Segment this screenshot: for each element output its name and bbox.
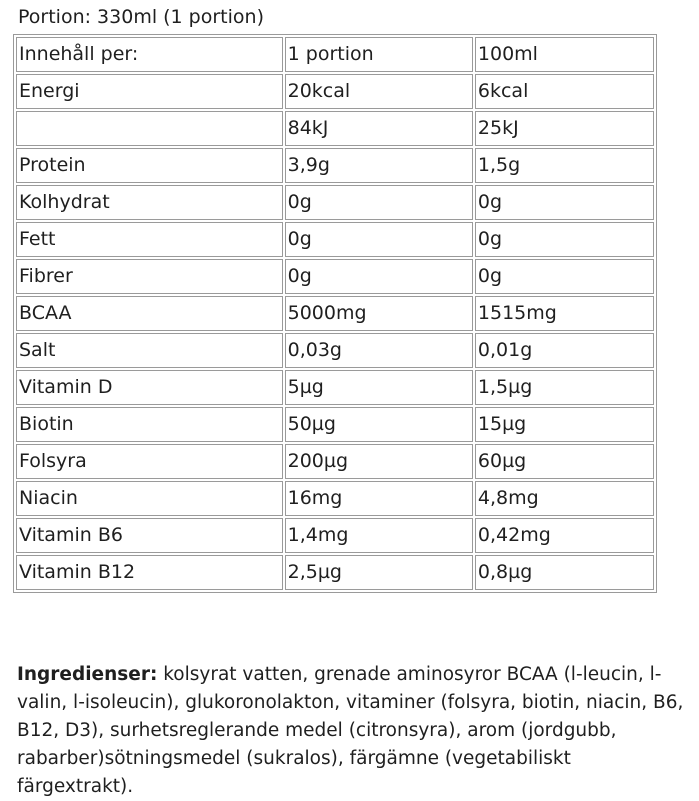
nutrient-name: [16, 111, 283, 146]
nutrient-name: Folsyra: [16, 444, 283, 479]
nutrition-table: [13, 34, 657, 593]
table-row: [16, 185, 654, 220]
table-row: [16, 481, 654, 516]
nutrient-name: Energi: [16, 74, 283, 109]
nutrient-name: Niacin: [16, 481, 283, 516]
table-row: [16, 74, 654, 109]
value-per-100ml: 4,8mg: [475, 481, 654, 516]
value-per-portion: 20kcal: [285, 74, 473, 109]
table-row: [16, 555, 654, 590]
ingredients-text: kolsyrat vatten, grenade aminosyror BCAA (l-leucin, l-valin, l-isoleucin), glukoronolakton, vitaminer (folsyra, biotin, niacin, B6, B12, D3), surhetsreglerande medel (citronsyra), arom (jordgubb, rabarber)sötningsmedel (sukralos), färgämne (vegetabiliskt färgextrakt).: [17, 663, 684, 797]
value-per-portion: 84kJ: [285, 111, 473, 146]
nutrient-name: Vitamin D: [16, 370, 283, 405]
value-per-portion: 0,03g: [285, 333, 473, 368]
nutrient-name: Fibrer: [16, 259, 283, 294]
nutrient-name: Biotin: [16, 407, 283, 442]
value-per-100ml: 0g: [475, 222, 654, 257]
nutrient-name: Fett: [16, 222, 283, 257]
portion-size-text: Portion: 330ml (1 portion): [18, 6, 264, 28]
nutrient-name: Salt: [16, 333, 283, 368]
header-cell-per-portion: 1 portion: [285, 37, 473, 72]
table-header-row: [16, 37, 654, 72]
table-row: [16, 296, 654, 331]
table-row: [16, 148, 654, 183]
nutrient-name: Protein: [16, 148, 283, 183]
value-per-100ml: 0g: [475, 259, 654, 294]
value-per-portion: 0g: [285, 222, 473, 257]
value-per-100ml: 25kJ: [475, 111, 654, 146]
value-per-portion: 50µg: [285, 407, 473, 442]
table-row: [16, 333, 654, 368]
header-cell-nutrient: Innehåll per:: [16, 37, 283, 72]
value-per-100ml: 1,5µg: [475, 370, 654, 405]
nutrient-name: Vitamin B12: [16, 555, 283, 590]
value-per-100ml: 1,5g: [475, 148, 654, 183]
value-per-portion: 200µg: [285, 444, 473, 479]
ingredients-paragraph: [17, 661, 687, 801]
value-per-portion: 5µg: [285, 370, 473, 405]
value-per-portion: 5000mg: [285, 296, 473, 331]
table-row: [16, 222, 654, 257]
value-per-100ml: 0,42mg: [475, 518, 654, 553]
header-cell-per-100ml: 100ml: [475, 37, 654, 72]
table-row: [16, 444, 654, 479]
table-row: [16, 407, 654, 442]
value-per-portion: 0g: [285, 259, 473, 294]
value-per-100ml: 0g: [475, 185, 654, 220]
value-per-100ml: 6kcal: [475, 74, 654, 109]
value-per-portion: 0g: [285, 185, 473, 220]
value-per-100ml: 15µg: [475, 407, 654, 442]
table-row: [16, 518, 654, 553]
value-per-portion: 2,5µg: [285, 555, 473, 590]
value-per-100ml: 0,8µg: [475, 555, 654, 590]
nutrient-name: BCAA: [16, 296, 283, 331]
value-per-100ml: 1515mg: [475, 296, 654, 331]
value-per-portion: 3,9g: [285, 148, 473, 183]
nutrient-name: Vitamin B6: [16, 518, 283, 553]
value-per-100ml: 60µg: [475, 444, 654, 479]
table-row: [16, 259, 654, 294]
value-per-100ml: 0,01g: [475, 333, 654, 368]
table-row: [16, 111, 654, 146]
ingredients-label: Ingredienser:: [17, 663, 158, 685]
table-row: [16, 370, 654, 405]
value-per-portion: 16mg: [285, 481, 473, 516]
nutrient-name: Kolhydrat: [16, 185, 283, 220]
value-per-portion: 1,4mg: [285, 518, 473, 553]
